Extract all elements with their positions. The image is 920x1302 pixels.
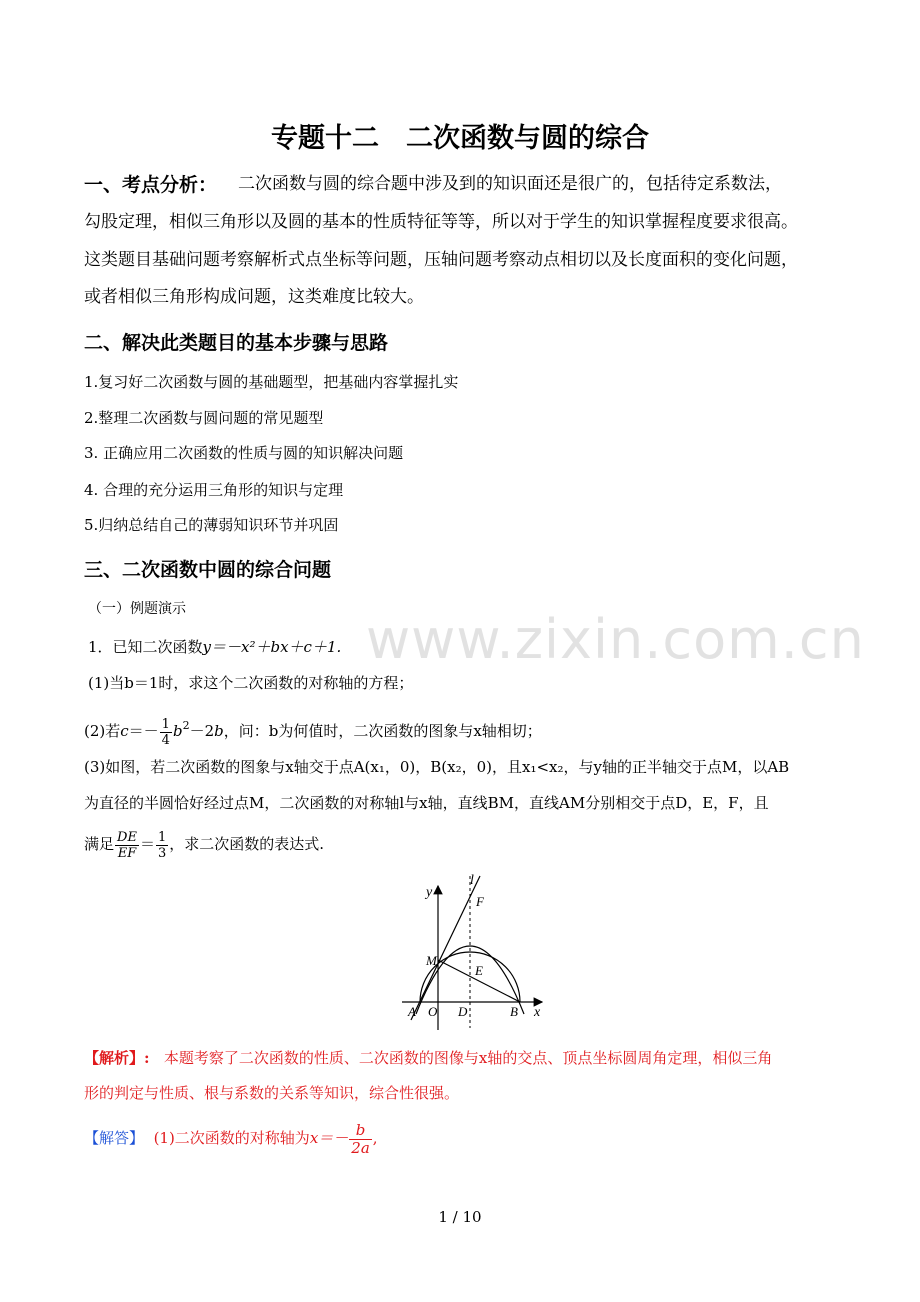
example-label: （一）例题演示 [88,601,186,617]
question-1-part3-line2: 为直径的半圆恰好经过点M，二次函数的对称轴l与x轴，直线BM，直线AM分别相交于点D，E，F，且 [84,794,769,812]
label-B: B [510,1004,518,1019]
answer-line: 【解答】 (1)二次函数的对称轴为x＝－ $\frac{b}{2a}$ , [84,1120,378,1157]
watermark: www.zixin.com.cn [366,608,865,671]
question-1-part2-suffix: ，问：b为何值时，二次函数的图象与x轴相切； [223,722,542,740]
analysis-label: 【解析】: [84,1049,150,1067]
fraction-de-over-ef: $\frac{DE}{EF}$ [117,829,137,861]
fraction-one-third: $\frac{1}{3}$ [157,829,167,861]
answer-label: 【解答】 [84,1129,145,1147]
label-D: D [458,1004,468,1019]
label-x: x [534,1005,541,1020]
section3-heading: 三、二次函数中圆的综合问题 [84,559,332,581]
question-1-stem [88,636,341,658]
page-title: 专题十二 二次函数与圆的综合 [271,123,649,154]
label-l: l [470,873,474,888]
question-1-part2-prefix: (2)若 [84,722,121,740]
step-item: 1.复习好二次函数与圆的基础题型，把基础内容掌握扎实 [84,373,459,391]
section1-line3: 这类题目基础问题考察解析式点坐标等问题，压轴问题考察动点相切以及长度面积的变化问题， [84,250,798,270]
label-y: y [426,885,433,900]
section1-heading: 一、考点分析： [84,174,218,196]
section2-heading: 二、解决此类题目的基本步骤与思路 [84,332,389,354]
label-E: E [475,963,483,978]
question-1-prefix: 1．已知二次函数 [88,638,203,656]
step-item: 2.整理二次函数与圆问题的常见题型 [84,409,324,427]
step-item: 3. 正确应用二次函数的性质与圆的知识解决问题 [84,444,404,462]
label-M: M [426,953,437,968]
question-1-part3-line3: 满足 $\frac{DE}{EF}$ ＝ $\frac{1}{3}$ ，求二次函数的表达式. [84,829,325,861]
analysis-line2: 形的判定与性质、根与系数的关系等知识，综合性很强。 [84,1084,460,1102]
section1-line2: 勾股定理，相似三角形以及圆的基本的性质特征等等，所以对于学生的知识掌握程度要求很高。 [84,212,798,232]
label-F: F [476,894,484,909]
fraction-one-quarter: $\frac{1}{4}$ [161,716,170,748]
section1-line1: 二次函数与圆的综合题中涉及到的知识面还是很广的，包括待定系数法， [238,174,782,194]
step-item: 5.归纳总结自己的薄弱知识环节并巩固 [84,516,339,534]
answer-fraction: $\frac{b}{2a}$ [351,1120,370,1157]
step-item: 4. 合理的充分运用三角形的知识与定理 [84,481,344,499]
answer-text: (1)二次函数的对称轴为 [153,1129,310,1147]
label-O: O [428,1004,438,1019]
label-A: A [408,1004,416,1019]
analysis-line1: 【解析】: 本题考察了二次函数的性质、二次函数的图像与x轴的交点、顶点坐标圆周角定理，相似三角 [84,1049,773,1067]
question-1-part1: (1)当b＝1时，求这个二次函数的对称轴的方程； [88,674,414,692]
section1-line4: 或者相似三角形构成问题，这类难度比较大。 [84,287,424,307]
question-1-formula: y＝－x²＋bx＋c＋1. [202,638,342,656]
question-1-part3-line1: (3)如图，若二次函数的图象与x轴交于点A(x₁，0)，B(x₂，0)，且x₁<x₂，与y轴的正半轴交于点M，以AB [84,758,790,776]
parabola-circle-figure [396,868,556,1038]
page-number: 1 / 10 [438,1208,482,1226]
question-1-part2: (2)若c＝－ $\frac{1}{4}$ $b^2-2b$，问：b为何值时，二次函数的图象与x轴相切； [84,716,542,748]
